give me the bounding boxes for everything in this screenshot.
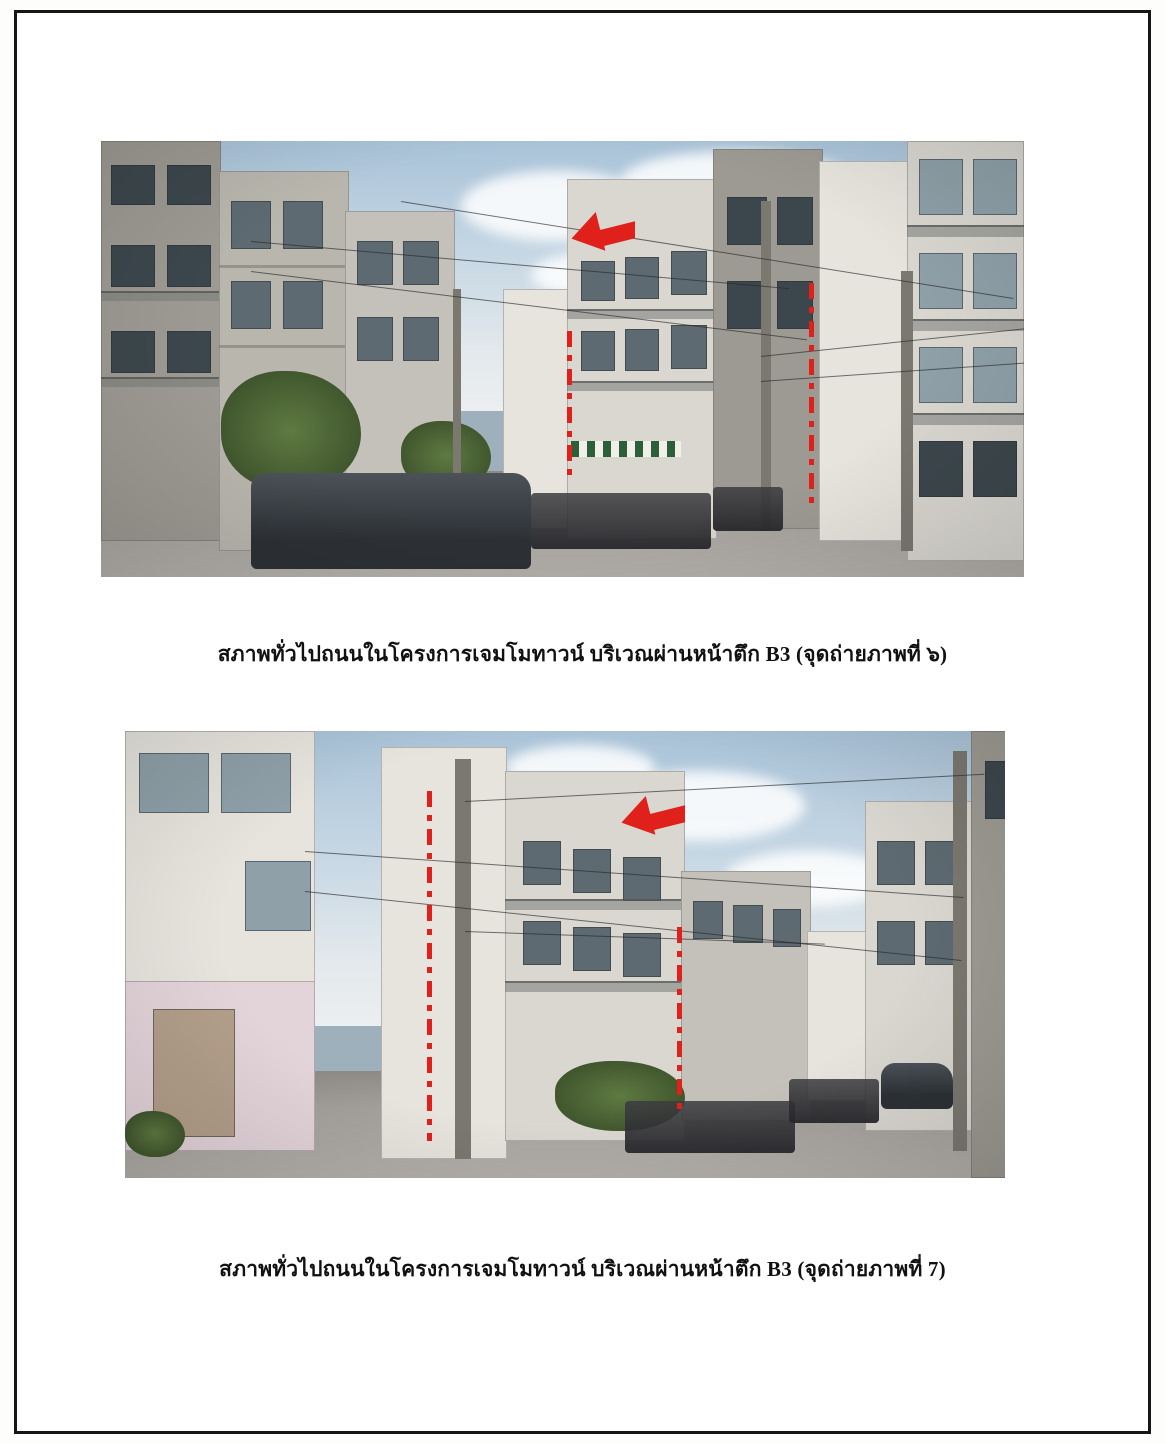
window	[877, 921, 915, 965]
window	[973, 441, 1017, 497]
window	[623, 933, 661, 977]
window	[625, 257, 659, 299]
utility-pole	[901, 271, 913, 551]
parked-bicycles	[625, 1101, 795, 1153]
arrow-head	[617, 796, 656, 842]
window	[919, 347, 963, 403]
dashed-line-left	[567, 331, 572, 481]
arrow-marker	[571, 213, 635, 257]
photo-figure-2	[125, 731, 1005, 1178]
window	[625, 329, 659, 371]
window	[221, 753, 291, 813]
window	[111, 165, 155, 205]
photo-figure-1	[101, 141, 1024, 577]
balcony	[101, 377, 221, 387]
window	[523, 841, 561, 885]
figure-1-caption: สภาพทั่วไปถนนในโครงการเจมโมทาวน์ บริเวณผ่านหน้าตึก B3 (จุดถ่ายภาพที่ ๖)	[217, 642, 948, 666]
dashed-line-right	[809, 283, 814, 503]
shop-awning	[571, 441, 681, 457]
window	[167, 331, 211, 373]
balcony	[101, 291, 221, 301]
building-right-far	[819, 161, 909, 541]
building-b3-corner	[381, 747, 507, 1159]
parked-car	[251, 473, 531, 569]
window	[167, 245, 211, 287]
window	[403, 317, 439, 361]
photo-scene-1	[101, 141, 1024, 577]
dashed-line-left	[427, 791, 432, 1141]
window	[919, 159, 963, 215]
balcony	[567, 381, 717, 391]
window	[111, 245, 155, 287]
window	[985, 761, 1005, 819]
window	[111, 331, 155, 373]
balcony	[907, 413, 1024, 425]
building-far-row	[807, 931, 867, 1101]
balcony	[907, 225, 1024, 237]
arrow-head	[567, 212, 606, 258]
balcony	[505, 981, 685, 992]
floor-line	[219, 265, 349, 268]
photo-scene-2	[125, 731, 1005, 1178]
window	[357, 241, 393, 285]
utility-pole	[455, 759, 471, 1159]
window	[973, 253, 1017, 309]
window	[671, 325, 707, 369]
window	[167, 165, 211, 205]
window	[623, 857, 661, 901]
window	[919, 253, 963, 309]
parked-motorcycles	[531, 493, 711, 549]
vegetation	[125, 1111, 185, 1157]
dashed-line-right	[677, 927, 682, 1117]
window	[139, 753, 209, 813]
utility-pole	[953, 751, 967, 1151]
window	[231, 281, 271, 329]
arrow-marker	[621, 797, 685, 841]
balcony	[505, 899, 685, 910]
window	[403, 241, 439, 285]
window	[357, 317, 393, 361]
utility-pole	[761, 201, 771, 531]
window	[245, 861, 311, 931]
window	[973, 159, 1017, 215]
floor-line	[219, 345, 349, 348]
balcony	[567, 309, 717, 319]
window	[877, 841, 915, 885]
parked-motorcycles	[789, 1079, 879, 1123]
page-content	[17, 13, 1148, 1431]
parked-car	[881, 1063, 953, 1109]
window	[573, 927, 611, 971]
window	[671, 251, 707, 295]
window	[581, 331, 615, 371]
window	[919, 441, 963, 497]
window	[523, 921, 561, 965]
window	[283, 281, 323, 329]
figure-2-caption: สภาพทั่วไปถนนในโครงการเจมโมทาวน์ บริเวณผ่านหน้าตึก B3 (จุดถ่ายภาพที่ 7)	[219, 1257, 946, 1281]
window	[581, 261, 615, 301]
window	[973, 347, 1017, 403]
window	[283, 201, 323, 249]
parked-motorcycles	[713, 487, 783, 531]
window	[777, 197, 813, 245]
